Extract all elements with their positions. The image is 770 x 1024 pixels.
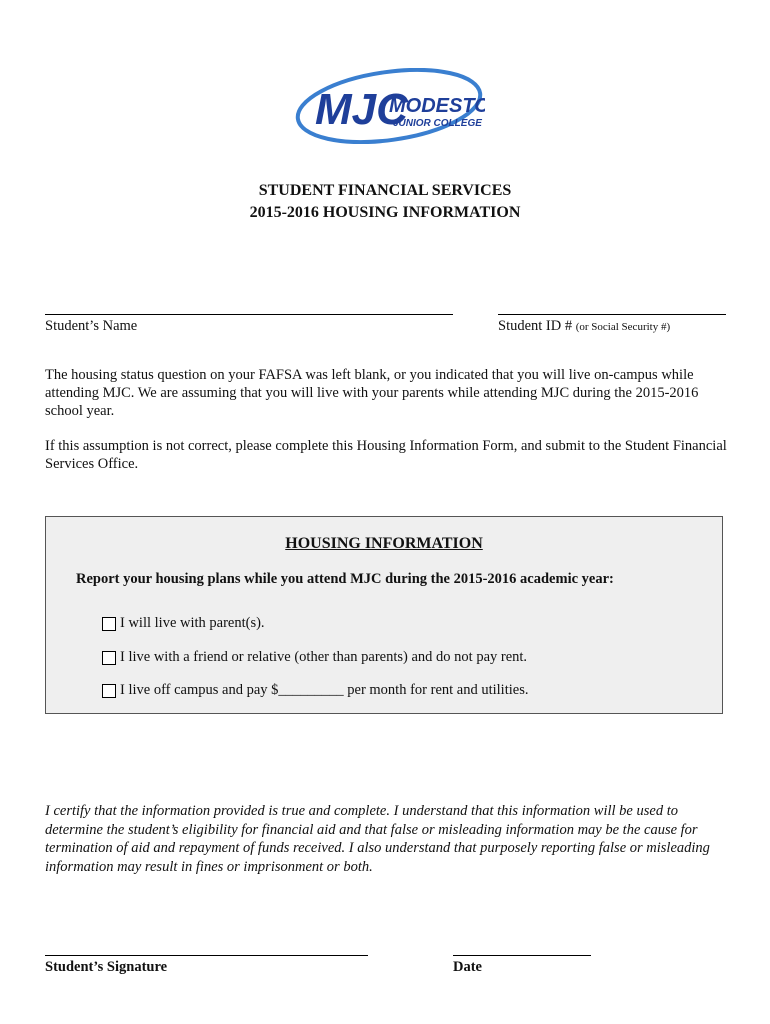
housing-instruction: Report your housing plans while you attend MJC during the 2015-2016 academic year: [76, 571, 614, 587]
checkbox-off-campus[interactable] [102, 684, 116, 698]
option-label-friend: I live with a friend or relative (other than parents) and do not pay rent. [120, 649, 528, 665]
option-label-parents: I will live with parent(s). [120, 615, 265, 631]
date-label: Date [453, 959, 482, 975]
intro-paragraph-2: If this assumption is not correct, please complete this Housing Information Form, and submit to the Student Financial Services Office. [45, 438, 727, 472]
housing-option-off-campus[interactable] [102, 682, 528, 699]
housing-option-friend[interactable] [102, 649, 527, 666]
intro-paragraph-1: The housing status question on your FAFSA was left blank, or you indicated that you will live on-campus while attending MJC. We are assuming that you will live with your parents while attending MJC during the 2015-2016 school year. [45, 367, 699, 419]
housing-information-box [45, 516, 723, 714]
option-label-off-campus: I live off campus and pay $_________ per month for rent and utilities. [120, 682, 529, 698]
signature-line[interactable] [45, 955, 368, 956]
housing-option-parents[interactable] [102, 615, 265, 632]
student-name-label: Student’s Name [45, 318, 138, 334]
checkbox-friend[interactable] [102, 651, 116, 665]
college-logo [293, 68, 485, 144]
checkbox-parents[interactable] [102, 617, 116, 631]
student-name-line[interactable] [45, 314, 453, 315]
signature-label: Student’s Signature [45, 959, 168, 975]
student-id-label: Student ID # [498, 318, 573, 334]
certification-statement: I certify that the information provided is true and complete. I understand that this information will be used to determine the student’s eligibility for financial aid and that false or misleading information may be the cause for termination of aid and repayment of funds received. I also understand that purposely reporting false or misleading information may result in fines or imprisonment or both. [45, 803, 710, 875]
logo-letters: MJC [315, 85, 408, 134]
student-id-label-group [498, 318, 670, 335]
page-title-line2: 2015-2016 HOUSING INFORMATION [249, 204, 521, 221]
logo-name: MODESTO [389, 95, 485, 117]
student-id-note: (or Social Security #) [575, 321, 671, 333]
logo-subname: JUNIOR COLLEGE [393, 118, 482, 129]
housing-heading: HOUSING INFORMATION [285, 535, 483, 552]
student-id-line[interactable] [498, 314, 726, 315]
date-line[interactable] [453, 955, 591, 956]
page-title-line1: STUDENT FINANCIAL SERVICES [258, 182, 512, 199]
